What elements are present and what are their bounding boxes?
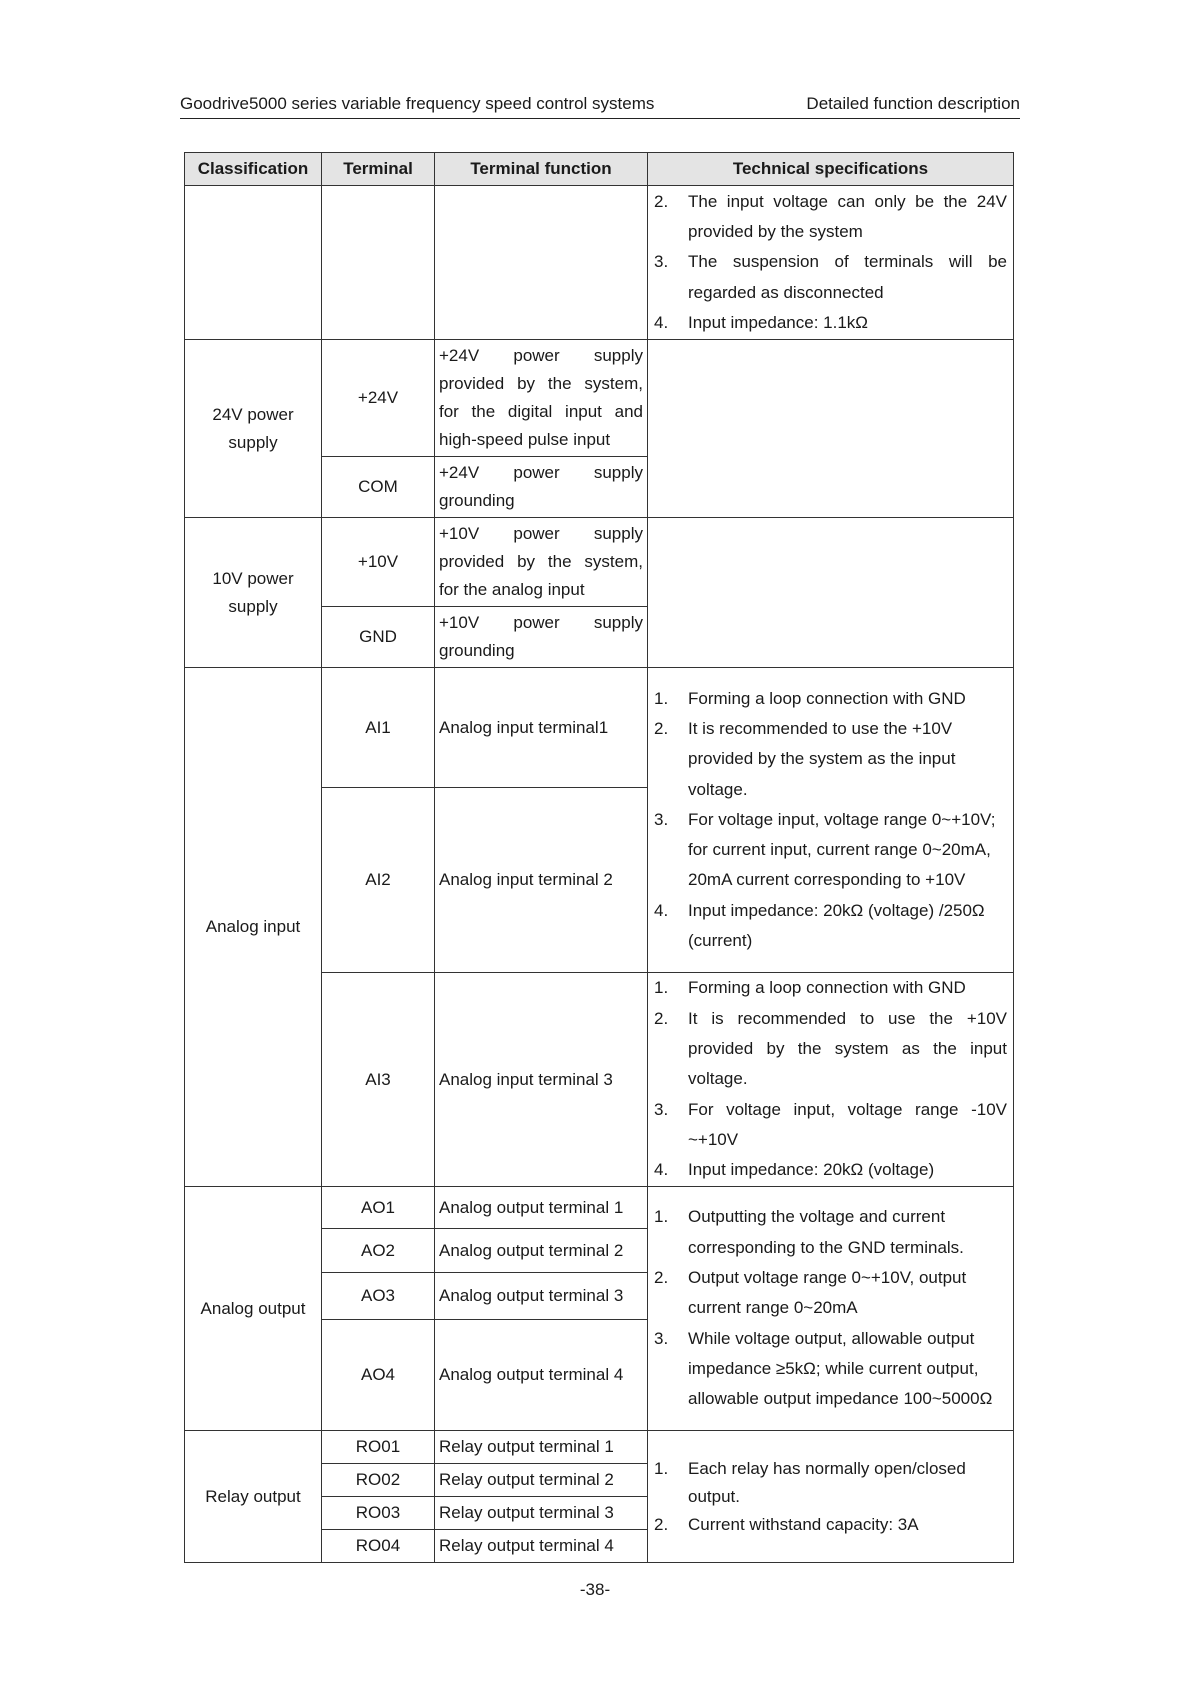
spec-cell [648,186,1014,340]
function-cell: Analog output terminal 3 [435,1273,648,1320]
list-item: 3. For voltage input, voltage range 0~+10V; for current input, current range 0~20mA, 20mA current corresponding to +10V [654,809,996,890]
spec-list [652,973,1007,1185]
list-item: 1. Each relay has normally open/closed output. [654,1458,966,1506]
terminal-cell: +24V [322,340,435,457]
spec-cell [648,668,1014,973]
list-item: 4. Input impedance: 1.1kΩ [654,312,868,332]
terminal-cell: RO01 [322,1431,435,1464]
list-item: 2. The input voltage can only be the 24V provided by the system [654,191,1007,242]
function-cell: Analog output terminal 4 [435,1320,648,1431]
table-row [185,668,1014,788]
terminal-cell: AO3 [322,1273,435,1320]
classification-cell: Analog input [185,668,322,1187]
list-item: 1. Outputting the voltage and current corresponding to the GND terminals. [654,1207,964,1257]
function-cell: Analog input terminal1 [435,668,648,788]
terminal-spec-table [184,152,1014,1563]
spec-cell [648,1431,1014,1563]
terminal-cell: RO02 [322,1464,435,1497]
classification-cell: Relay output [185,1431,322,1563]
function-cell: Analog input terminal 3 [435,973,648,1187]
col-header-terminal: Terminal [322,153,435,186]
table-row [185,518,1014,607]
terminal-cell: AI1 [322,668,435,788]
table-header-row [185,153,1014,186]
spec-list [652,187,1007,338]
list-item: 1. Forming a loop connection with GND [654,688,966,708]
page-number: -38- [579,1580,611,1599]
function-cell: Relay output terminal 4 [435,1530,648,1563]
function-cell: +10V power supply provided by the system, for the analog input [435,518,648,607]
table-row [185,1431,1014,1464]
terminal-cell: RO03 [322,1497,435,1530]
terminal-cell: AO1 [322,1187,435,1229]
table-row [185,186,1014,340]
col-header-function: Terminal function [435,153,648,186]
spec-cell [648,340,1014,518]
function-cell: +10V power supply grounding [435,607,648,668]
col-header-specs: Technical specifications [648,153,1014,186]
function-cell: Relay output terminal 2 [435,1464,648,1497]
cell-empty [322,186,435,340]
spec-cell [648,1187,1014,1431]
classification-cell: 10V power supply [185,518,322,668]
list-item: 2. It is recommended to use the +10V provided by the system as the input voltage. [654,1008,1007,1089]
terminal-cell: AI2 [322,788,435,973]
terminal-cell: RO04 [322,1530,435,1563]
table-row [185,1187,1014,1229]
function-cell: Analog output terminal 2 [435,1229,648,1273]
spec-list [652,1202,1007,1414]
list-item: 2. It is recommended to use the +10V provided by the system as the input voltage. [654,718,956,799]
function-cell: Analog output terminal 1 [435,1187,648,1229]
function-cell: +24V power supply grounding [435,457,648,518]
header-section: Detailed function description [806,94,1020,113]
list-item: 3. For voltage input, voltage range -10V ~+10V [654,1099,1007,1149]
list-item: 2. Output voltage range 0~+10V, output current range 0~20mA [654,1268,967,1318]
col-header-classification: Classification [185,153,322,186]
terminal-cell: AI3 [322,973,435,1187]
list-item: 3. The suspension of terminals will be regarded as disconnected [654,252,1007,302]
terminal-cell: COM [322,457,435,518]
function-cell: Relay output terminal 1 [435,1431,648,1464]
list-item: 3. While voltage output, allowable output impedance ≥5kΩ; while current output, allowable output impedance 100~5000Ω [654,1328,993,1409]
terminal-cell: AO2 [322,1229,435,1273]
page-header [180,94,1020,119]
header-title: Goodrive5000 series variable frequency speed control systems [180,94,655,113]
spec-list [652,1455,1007,1539]
spec-list [652,684,1007,957]
function-cell: +24V power supply provided by the system, for the digital input and high-speed pulse input [435,340,648,457]
terminal-cell: AO4 [322,1320,435,1431]
function-cell: Analog input terminal 2 [435,788,648,973]
spec-cell [648,973,1014,1187]
list-item: 2. Current withstand capacity: 3A [654,1514,919,1534]
cell-empty [435,186,648,340]
cell-empty [185,186,322,340]
terminal-cell: GND [322,607,435,668]
spec-cell [648,518,1014,668]
table-row [185,340,1014,457]
function-cell: Relay output terminal 3 [435,1497,648,1530]
terminal-cell: +10V [322,518,435,607]
classification-cell: Analog output [185,1187,322,1431]
list-item: 4. Input impedance: 20kΩ (voltage) /250Ω (current) [654,900,985,951]
classification-cell: 24V power supply [185,340,322,518]
list-item: 1. Forming a loop connection with GND [654,978,966,998]
list-item: 4. Input impedance: 20kΩ (voltage) [654,1160,935,1180]
